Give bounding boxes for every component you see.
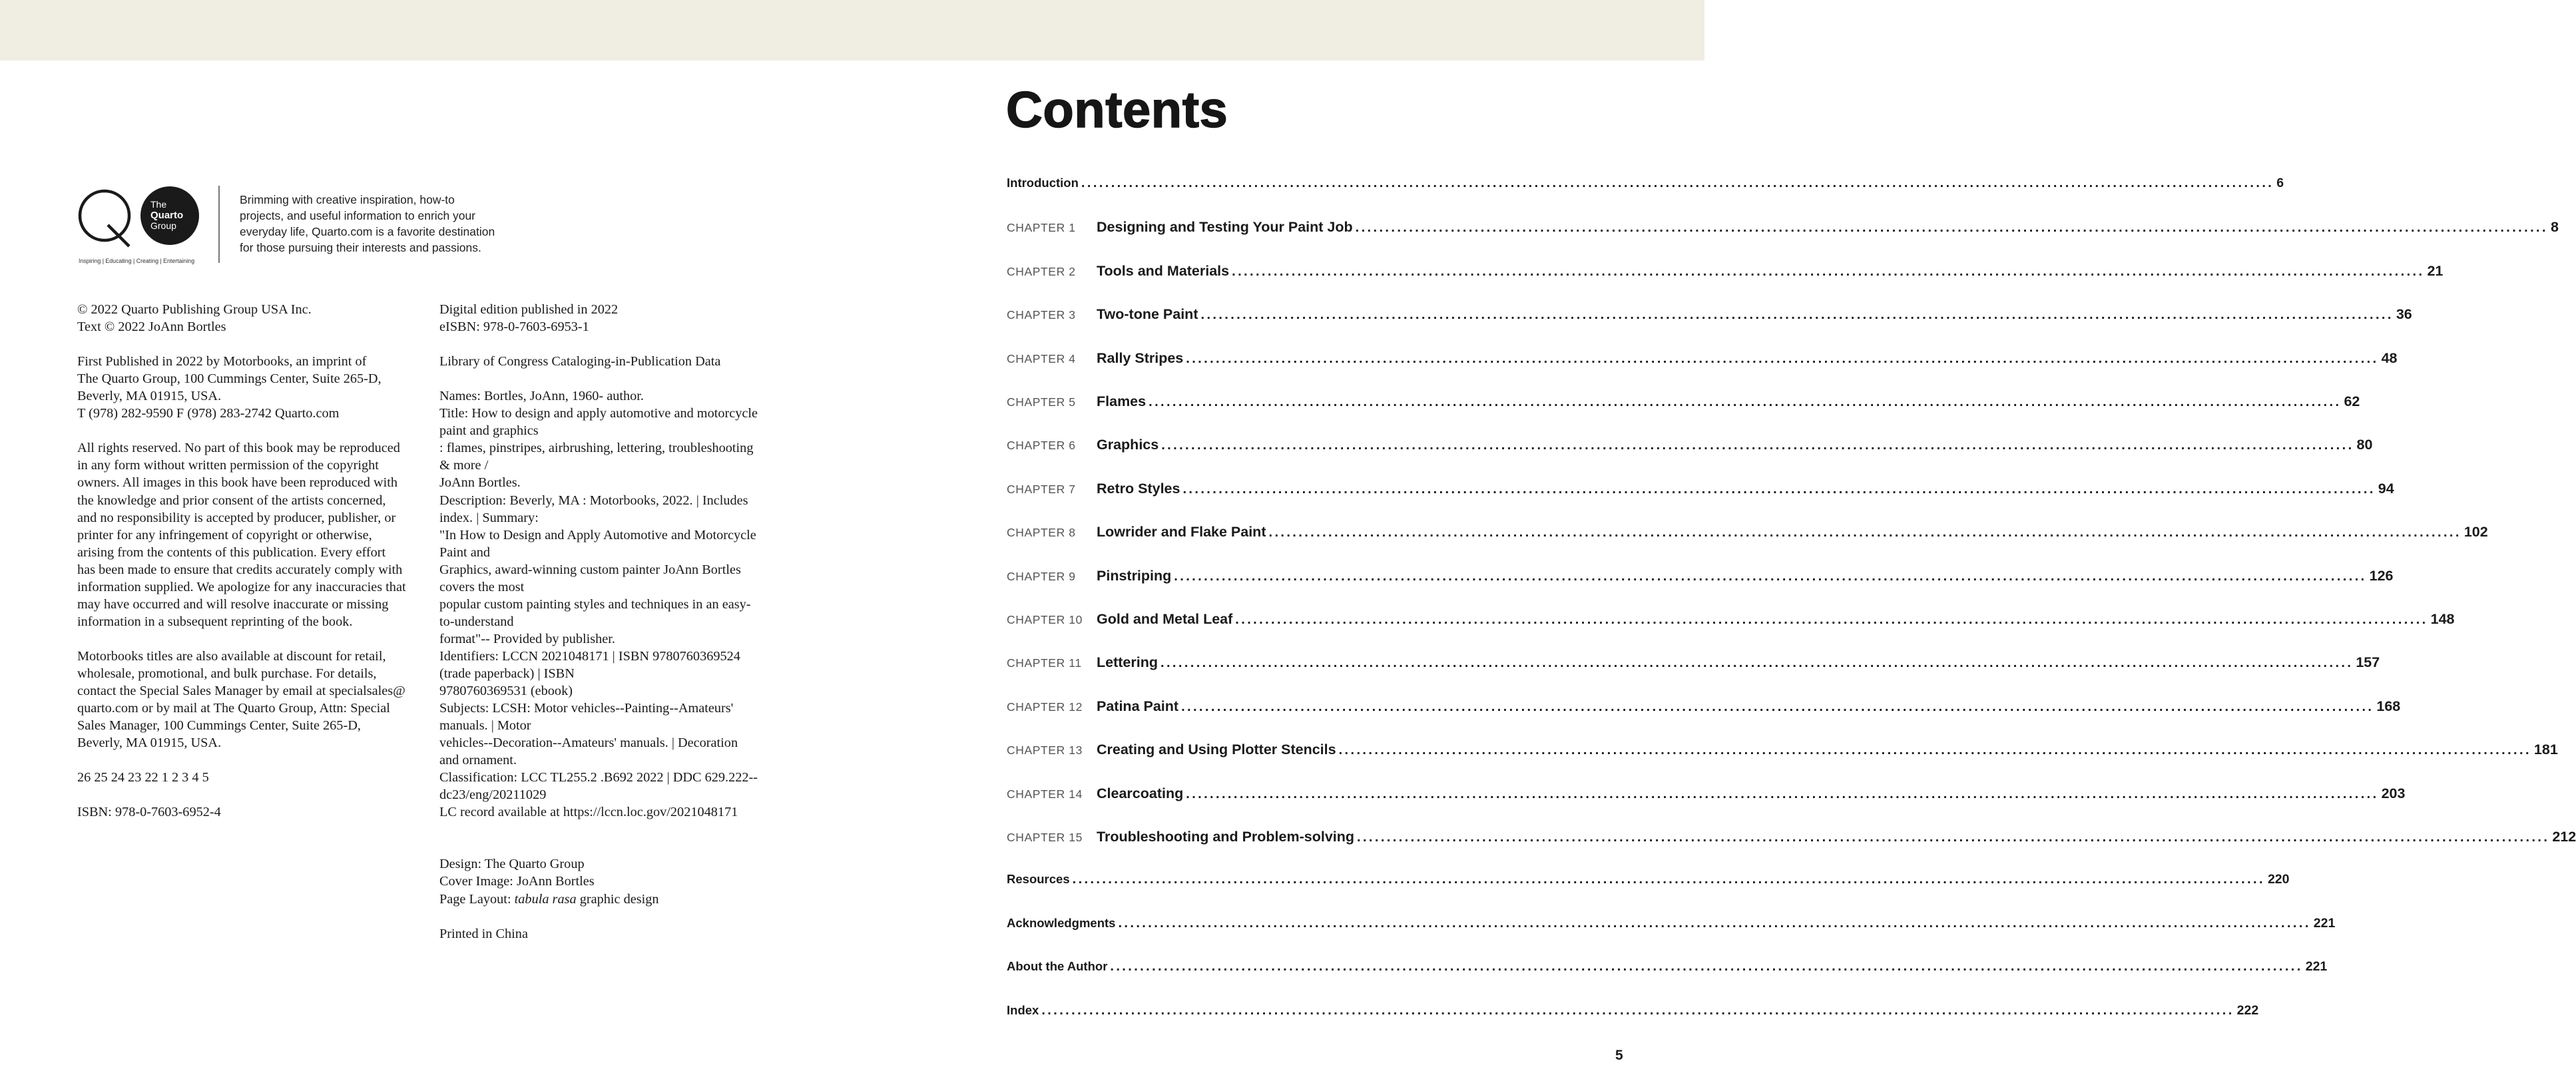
toc-entry[interactable] bbox=[1007, 437, 2373, 453]
text-line: Identifiers: LCCN 2021048171 | ISBN 9780760369524 bbox=[439, 648, 740, 664]
blank-line bbox=[439, 335, 758, 353]
blank-line bbox=[439, 370, 758, 387]
toc-page-number: 94 bbox=[2378, 480, 2394, 497]
tagline-line: Brimming with creative inspiration, how-to bbox=[240, 193, 455, 206]
publisher-tagline bbox=[240, 192, 546, 256]
credit-layout-designer: tabula rasa bbox=[514, 891, 577, 907]
toc-title: Clearcoating bbox=[1097, 785, 1184, 801]
toc-entry[interactable] bbox=[1007, 349, 2398, 367]
toc-chapter-label: CHAPTER 9 bbox=[1007, 569, 1076, 583]
toc-chapter-label: CHAPTER 3 bbox=[1007, 308, 1076, 322]
text-line: LC record available at https://lccn.loc.gov/2021048171 bbox=[439, 805, 738, 820]
text-line: Description: Beverly, MA : Motorbooks, 2022. | Includes bbox=[439, 493, 748, 508]
text-line: contact the Special Sales Manager by email at specialsales@ bbox=[77, 684, 405, 699]
toc-entry[interactable] bbox=[1007, 654, 2380, 671]
toc-chapter-label: CHAPTER 2 bbox=[1007, 264, 1076, 278]
toc-chapter-label: CHAPTER 10 bbox=[1007, 613, 1083, 626]
text-line: JoAnn Bortles. bbox=[439, 475, 521, 491]
text-line: Text © 2022 JoAnn Bortles bbox=[77, 320, 226, 335]
toc-leader-dots: ........................................................................................................................................................................................................ bbox=[1110, 959, 2303, 974]
text-line: Subjects: LCSH: Motor vehicles--Painting--Amateurs' bbox=[439, 701, 734, 716]
text-line: and no responsibility is accepted by producer, publisher, or bbox=[77, 510, 396, 525]
text-line: Beverly, MA 01915, USA. bbox=[77, 389, 222, 404]
credit-cover: Cover Image: JoAnn Bortles bbox=[439, 874, 595, 889]
text-line: the knowledge and prior consent of the artists concerned, bbox=[77, 493, 386, 508]
toc-page-number: 126 bbox=[2369, 567, 2394, 584]
top-band bbox=[0, 0, 1704, 61]
text-line: printer for any infringement of copyright or otherwise, bbox=[77, 527, 372, 542]
text-line: paint and graphics bbox=[439, 423, 539, 439]
text-line: format"-- Provided by publisher. bbox=[439, 631, 616, 646]
text-line: owners. All images in this book have been reproduced with bbox=[77, 475, 398, 491]
toc-title: Introduction bbox=[1007, 176, 1079, 190]
logo-text-line-3: Group bbox=[150, 220, 176, 231]
tagline-line: everyday life, Quarto.com is a favorite destination bbox=[240, 225, 495, 238]
toc-title: Creating and Using Plotter Stencils bbox=[1097, 742, 1336, 758]
text-line: in any form without written permission of the copyright bbox=[77, 458, 379, 473]
toc-entry[interactable] bbox=[1007, 915, 2336, 931]
toc-page-number: 221 bbox=[2313, 915, 2336, 931]
toc-title: Patina Paint bbox=[1097, 698, 1179, 714]
text-line: vehicles--Decoration--Amateurs' manuals. | Decoration bbox=[439, 736, 738, 751]
blank-line bbox=[77, 751, 406, 769]
toc-page-number: 148 bbox=[2430, 611, 2455, 627]
text-line: Title: How to design and apply automotive and motorcycle bbox=[439, 406, 758, 421]
text-line: information in a subsequent reprinting of the book. bbox=[77, 614, 353, 629]
toc-leader-dots: ........................................................................................................................................................................................................ bbox=[1200, 308, 2394, 323]
toc-page-number: 220 bbox=[2267, 872, 2290, 887]
text-line: Beverly, MA 01915, USA. bbox=[77, 736, 222, 751]
toc-leader-dots: ........................................................................................................................................................................................................ bbox=[1186, 786, 2379, 801]
text-line: : flames, pinstripes, airbrushing, lettering, troubleshooting bbox=[439, 441, 754, 456]
toc-leader-dots: ........................................................................................................................................................................................................ bbox=[1186, 351, 2379, 366]
text-line: Library of Congress Cataloging-in-Publication Data bbox=[439, 354, 721, 369]
toc-leader-dots: ........................................................................................................................................................................................................ bbox=[1160, 656, 2354, 671]
contents-title: Contents bbox=[1006, 82, 1228, 138]
blank-line bbox=[77, 422, 406, 439]
toc-title: Retro Styles bbox=[1097, 480, 1180, 497]
toc-title: Tools and Materials bbox=[1097, 262, 1230, 279]
copyright-column-left bbox=[77, 301, 406, 821]
toc-leader-dots: ........................................................................................................................................................................................................ bbox=[1355, 220, 2548, 236]
toc-chapter-label: CHAPTER 13 bbox=[1007, 744, 1083, 757]
toc-chapter-label: CHAPTER 5 bbox=[1007, 395, 1076, 409]
toc-chapter-label: CHAPTER 7 bbox=[1007, 482, 1076, 496]
toc-entry[interactable] bbox=[1007, 959, 2328, 974]
toc-leader-dots: ........................................................................................................................................................................................................ bbox=[1081, 176, 2274, 190]
toc-leader-dots: ........................................................................................................................................................................................................ bbox=[1338, 743, 2531, 758]
toc-page-number: 102 bbox=[2463, 524, 2488, 540]
toc-entry[interactable] bbox=[1007, 611, 2455, 628]
blank-line bbox=[439, 908, 758, 925]
text-line: quarto.com or by mail at The Quarto Group, Attn: Special bbox=[77, 701, 390, 716]
credit-layout-prefix: Page Layout: bbox=[439, 891, 515, 907]
text-line: index. | Summary: bbox=[439, 510, 539, 525]
credit-design: Design: The Quarto Group bbox=[439, 857, 585, 872]
text-line: & more / bbox=[439, 458, 489, 473]
logo-divider bbox=[218, 186, 220, 263]
toc-leader-dots: ........................................................................................................................................................................................................ bbox=[1161, 438, 2354, 453]
toc-leader-dots: ........................................................................................................................................................................................................ bbox=[1041, 1002, 2234, 1018]
blank-line bbox=[77, 335, 406, 353]
logo-text-line-1: The bbox=[150, 199, 167, 210]
text-line: to-understand bbox=[439, 614, 514, 629]
blank-line bbox=[439, 821, 758, 855]
text-line: First Published in 2022 by Motorbooks, an imprint of bbox=[77, 354, 367, 369]
toc-chapter-label: CHAPTER 4 bbox=[1007, 351, 1076, 365]
toc-title: Gold and Metal Leaf bbox=[1097, 611, 1233, 627]
toc-entry[interactable] bbox=[1007, 306, 2412, 323]
copyright-column-right bbox=[439, 301, 758, 943]
text-line: 9780760369531 (ebook) bbox=[439, 684, 573, 699]
toc-title: Graphics bbox=[1097, 437, 1159, 453]
toc-page-number: 6 bbox=[2276, 176, 2284, 190]
blank-line bbox=[77, 630, 406, 648]
toc-leader-dots: ........................................................................................................................................................................................................ bbox=[1174, 568, 2367, 584]
toc-leader-dots: ........................................................................................................................................................................................................ bbox=[1182, 481, 2376, 497]
toc-chapter-label: CHAPTER 15 bbox=[1007, 831, 1083, 844]
toc-title: Pinstriping bbox=[1097, 567, 1172, 584]
tagline-line: projects, and useful information to enrich your bbox=[240, 209, 476, 222]
toc-entry[interactable] bbox=[1007, 872, 2290, 887]
text-line: manuals. | Motor bbox=[439, 718, 531, 734]
toc-leader-dots: ........................................................................................................................................................................................................ bbox=[1118, 915, 2311, 931]
text-line: T (978) 282-9590 F (978) 283-2742 Quarto.com bbox=[77, 406, 340, 421]
page-number: 5 bbox=[1615, 1048, 1623, 1063]
text-line: may have occurred and will resolve inaccurate or missing bbox=[77, 596, 389, 612]
text-line: has been made to ensure that credits accurately comply with bbox=[77, 562, 403, 577]
text-line: information supplied. We apologize for any inaccuracies that bbox=[77, 579, 406, 594]
toc-page-number: 36 bbox=[2396, 306, 2412, 323]
toc-leader-dots: ........................................................................................................................................................................................................ bbox=[1181, 699, 2374, 714]
text-line: wholesale, promotional, and bulk purchase. For details, bbox=[77, 666, 377, 681]
toc-chapter-label: CHAPTER 14 bbox=[1007, 787, 1083, 801]
text-line: dc23/eng/20211029 bbox=[439, 787, 547, 803]
toc-page-number: 80 bbox=[2356, 437, 2373, 453]
text-line: ISBN: 978-0-7603-6952-4 bbox=[77, 805, 221, 820]
toc-chapter-label: CHAPTER 1 bbox=[1007, 221, 1076, 235]
text-line: Classification: LCC TL255.2 .B692 2022 | DDC 629.222-- bbox=[439, 770, 758, 785]
toc-entry[interactable] bbox=[1007, 219, 2559, 236]
toc-page-number: 203 bbox=[2381, 785, 2406, 801]
credit-printed: Printed in China bbox=[439, 926, 528, 941]
toc-title: Designing and Testing Your Paint Job bbox=[1097, 219, 1353, 236]
toc-entry[interactable] bbox=[1007, 524, 2488, 540]
toc-page-number: 181 bbox=[2533, 742, 2558, 758]
toc-entry[interactable] bbox=[1007, 785, 2406, 802]
toc-leader-dots: ........................................................................................................................................................................................................ bbox=[1235, 612, 2428, 627]
text-line: All rights reserved. No part of this book may be reproduced bbox=[77, 441, 400, 456]
toc-entry[interactable] bbox=[1007, 1002, 2259, 1018]
text-line: 26 25 24 23 22 1 2 3 4 5 bbox=[77, 770, 209, 785]
toc-chapter-label: CHAPTER 8 bbox=[1007, 526, 1076, 540]
toc-title: Rally Stripes bbox=[1097, 349, 1184, 366]
toc-chapter-label: CHAPTER 12 bbox=[1007, 700, 1083, 714]
text-line: covers the most bbox=[439, 579, 525, 594]
toc-entry[interactable] bbox=[1007, 698, 2401, 715]
quarto-group-logo bbox=[76, 184, 202, 266]
toc-entry[interactable] bbox=[1007, 480, 2394, 497]
toc-title: Resources bbox=[1007, 872, 1070, 887]
text-line: Motorbooks titles are also available at discount for retail, bbox=[77, 648, 386, 664]
toc-title: Troubleshooting and Problem-solving bbox=[1097, 829, 1355, 845]
toc-entry[interactable] bbox=[1007, 829, 2576, 845]
toc-title: Index bbox=[1007, 1002, 1039, 1017]
toc-entry[interactable] bbox=[1007, 567, 2394, 584]
toc-leader-dots: ........................................................................................................................................................................................................ bbox=[1357, 830, 2550, 845]
toc-entry[interactable] bbox=[1007, 742, 2558, 758]
toc-title: Two-tone Paint bbox=[1097, 306, 1198, 323]
toc-title: Flames bbox=[1097, 393, 1147, 409]
text-line: popular custom painting styles and techniques in an easy- bbox=[439, 596, 751, 612]
logo-sub-text: Inspiring | Educating | Creating | Entertaining bbox=[79, 258, 195, 264]
toc-page-number: 212 bbox=[2552, 829, 2576, 845]
tagline-line: for those pursuing their interests and passions. bbox=[240, 241, 481, 254]
toc-page-number: 157 bbox=[2356, 654, 2380, 671]
text-line: arising from the contents of this publication. Every effort bbox=[77, 544, 386, 560]
logo-text-line-2: Quarto bbox=[150, 210, 184, 221]
toc-page-number: 8 bbox=[2550, 219, 2559, 236]
toc-leader-dots: ........................................................................................................................................................................................................ bbox=[1268, 525, 2461, 540]
text-line: Sales Manager, 100 Cummings Center, Suite 265-D, bbox=[77, 718, 361, 734]
text-line: © 2022 Quarto Publishing Group USA Inc. bbox=[77, 302, 312, 317]
toc-leader-dots: ........................................................................................................................................................................................................ bbox=[1072, 872, 2265, 887]
text-line: "In How to Design and Apply Automotive and Motorcycle bbox=[439, 527, 756, 542]
text-line: Names: Bortles, JoAnn, 1960- author. bbox=[439, 389, 644, 404]
toc-title: Lettering bbox=[1097, 654, 1158, 671]
toc-page-number: 222 bbox=[2236, 1002, 2259, 1018]
toc-entry[interactable] bbox=[1007, 393, 2360, 410]
text-line: Paint and bbox=[439, 544, 491, 560]
credit-layout bbox=[439, 891, 758, 908]
toc-page-number: 168 bbox=[2376, 698, 2401, 714]
toc-page-number: 48 bbox=[2381, 349, 2398, 366]
text-line: The Quarto Group, 100 Cummings Center, Suite 265-D, bbox=[77, 371, 382, 387]
text-line: and ornament. bbox=[439, 753, 517, 768]
toc-page-number: 221 bbox=[2305, 959, 2328, 974]
toc-chapter-label: CHAPTER 6 bbox=[1007, 439, 1076, 453]
toc-chapter-label: CHAPTER 11 bbox=[1007, 656, 1082, 670]
text-line: eISBN: 978-0-7603-6953-1 bbox=[439, 320, 589, 335]
toc-entry[interactable] bbox=[1007, 262, 2444, 280]
toc-leader-dots: ........................................................................................................................................................................................................ bbox=[1232, 264, 2425, 279]
toc-page-number: 21 bbox=[2427, 262, 2444, 279]
toc-page-number: 62 bbox=[2344, 393, 2360, 409]
credit-layout-suffix: graphic design bbox=[576, 891, 659, 907]
toc-leader-dots: ........................................................................................................................................................................................................ bbox=[1149, 395, 2342, 409]
toc-title: Acknowledgments bbox=[1007, 915, 1116, 930]
toc-entry[interactable] bbox=[1007, 176, 2284, 191]
blank-line bbox=[77, 786, 406, 803]
toc-title: Lowrider and Flake Paint bbox=[1097, 524, 1266, 540]
text-line: Graphics, award-winning custom painter JoAnn Bortles bbox=[439, 562, 741, 577]
text-line: Digital edition published in 2022 bbox=[439, 302, 619, 317]
toc-title: About the Author bbox=[1007, 959, 1108, 974]
text-line: (trade paperback) | ISBN bbox=[439, 666, 575, 681]
